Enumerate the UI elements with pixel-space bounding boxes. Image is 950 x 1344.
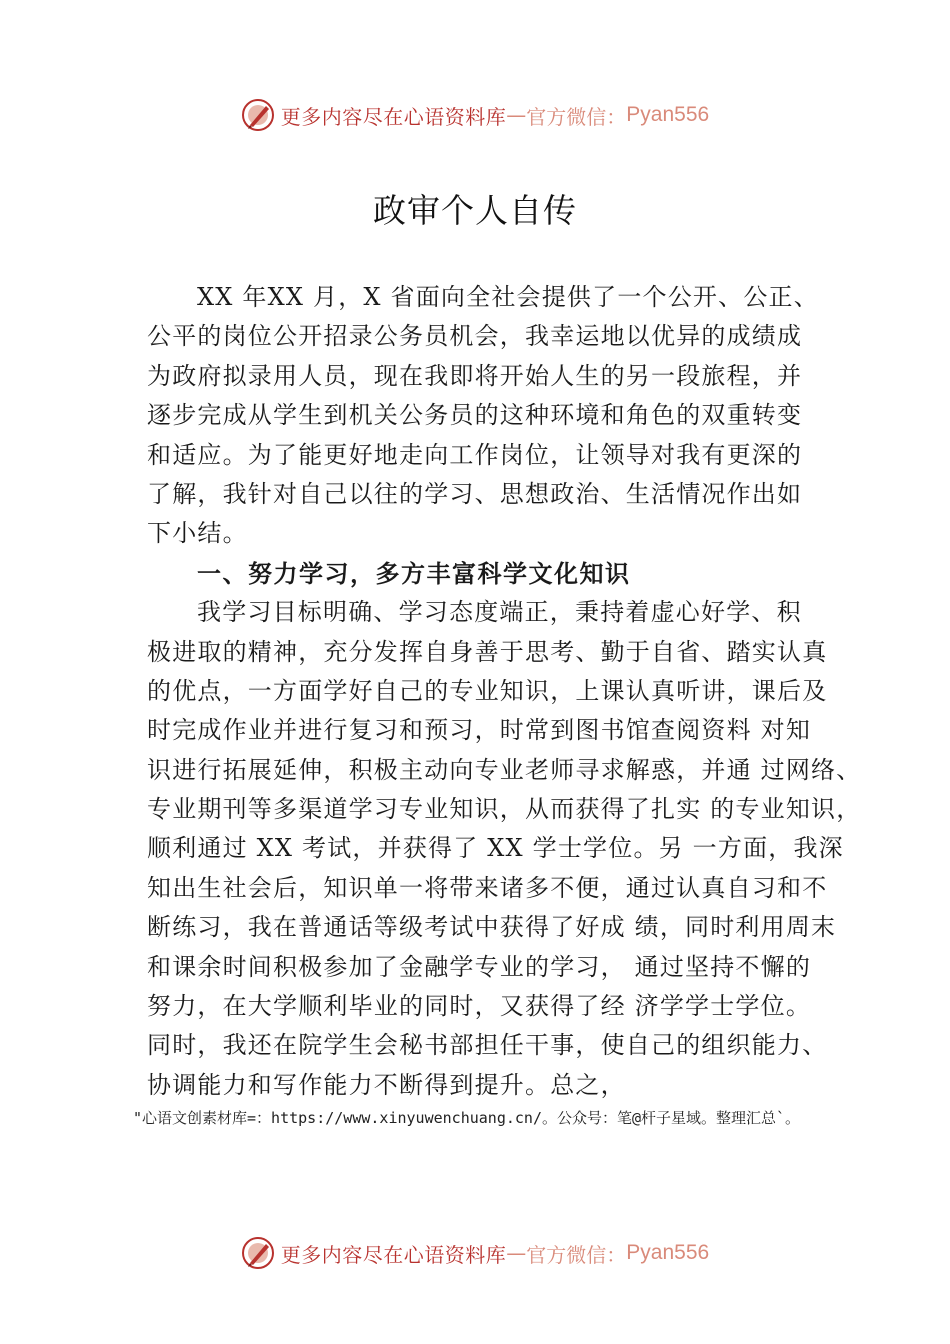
banner-wechat-id: Pyan556 [626,103,710,126]
body-line: 了解，我针对自己以往的学习、思想政治、生活情况作出如 [147,479,803,508]
body-line: 识进行拓展延伸，积极主动向专业老师寻求解惑，并通 过网络、 [147,755,862,784]
body-line: 同时，我还在院学生会秘书部担任干事，使自己的组织能力、 [147,1031,828,1060]
body-line: 知出生社会后，知识单一将带来诸多不便，通过认真自习和不 [147,873,828,902]
pen-logo-icon [241,98,275,132]
body-line: 的优点，一方面学好自己的专业知识，上课认真听讲，课后及 [147,676,828,705]
body-line: 努力，在大学顺利毕业的同时，又获得了经 济学学士学位。 [147,992,812,1021]
body-line: 和课余时间积极参加了金融学专业的学习， 通过坚持不懈的 [147,952,812,981]
body-line: 时完成作业并进行复习和预习，时常到图书馆查阅资料 对知 [147,716,812,745]
body-line: 协调能力和写作能力不断得到提升。总之， [147,1070,626,1099]
body-line: 专业期刊等多渠道学习专业知识，从而获得了扎实 的专业知识， [147,795,862,824]
banner-separator: — [506,1241,527,1265]
banner-separator: — [506,103,527,127]
banner-main-text: 更多内容尽在心语资料库 [280,104,507,129]
body-line: 顺利通过 XX 考试，并获得了 XX 学士学位。另 一方面，我深 [147,834,844,863]
document-body [147,278,862,1105]
banner-wechat-id: Pyan556 [626,1241,710,1264]
banner-main-text: 更多内容尽在心语资料库 [280,1242,507,1267]
source-footnote: "心语文创素材库=：https://www.xinyuwenchuang.cn/。公众号：笔@杆子星域。整理汇总`。 [133,1109,801,1127]
body-line: 极进取的精神，充分发挥自身善于思考、勤于自省、踏实认真 [147,637,828,666]
body-line: 断练习，我在普通话等级考试中获得了好成 绩，同时利用周末 [147,913,837,942]
banner-wechat-label: 官方微信： [526,1242,627,1267]
body-line: XX 年XX 月，X 省面向全社会提供了一个公开、公正、 [197,283,819,311]
pen-logo-icon [241,1236,275,1270]
section-heading: 一、努力学习，多方丰富科学文化知识 [197,558,631,588]
banner-wechat-label: 官方微信： [526,104,627,129]
body-line: 逐步完成从学生到机关公务员的这种环境和角色的双重转变 [147,401,803,430]
body-line: 公平的岗位公开招录公务员机会，我幸运地以优异的成绩成 [147,322,803,351]
document-title: 政审个人自传 [373,191,577,230]
body-line: 为政府拟录用人员，现在我即将开始人生的另一段旅程，并 [147,361,803,390]
footer-banner [0,1233,950,1273]
header-banner [0,95,950,135]
body-line: 和适应。为了能更好地走向工作岗位，让领导对我有更深的 [147,440,803,469]
body-line: 我学习目标明确、学习态度端正，秉持着虚心好学、积 [197,598,802,627]
body-line: 下小结。 [147,519,248,548]
